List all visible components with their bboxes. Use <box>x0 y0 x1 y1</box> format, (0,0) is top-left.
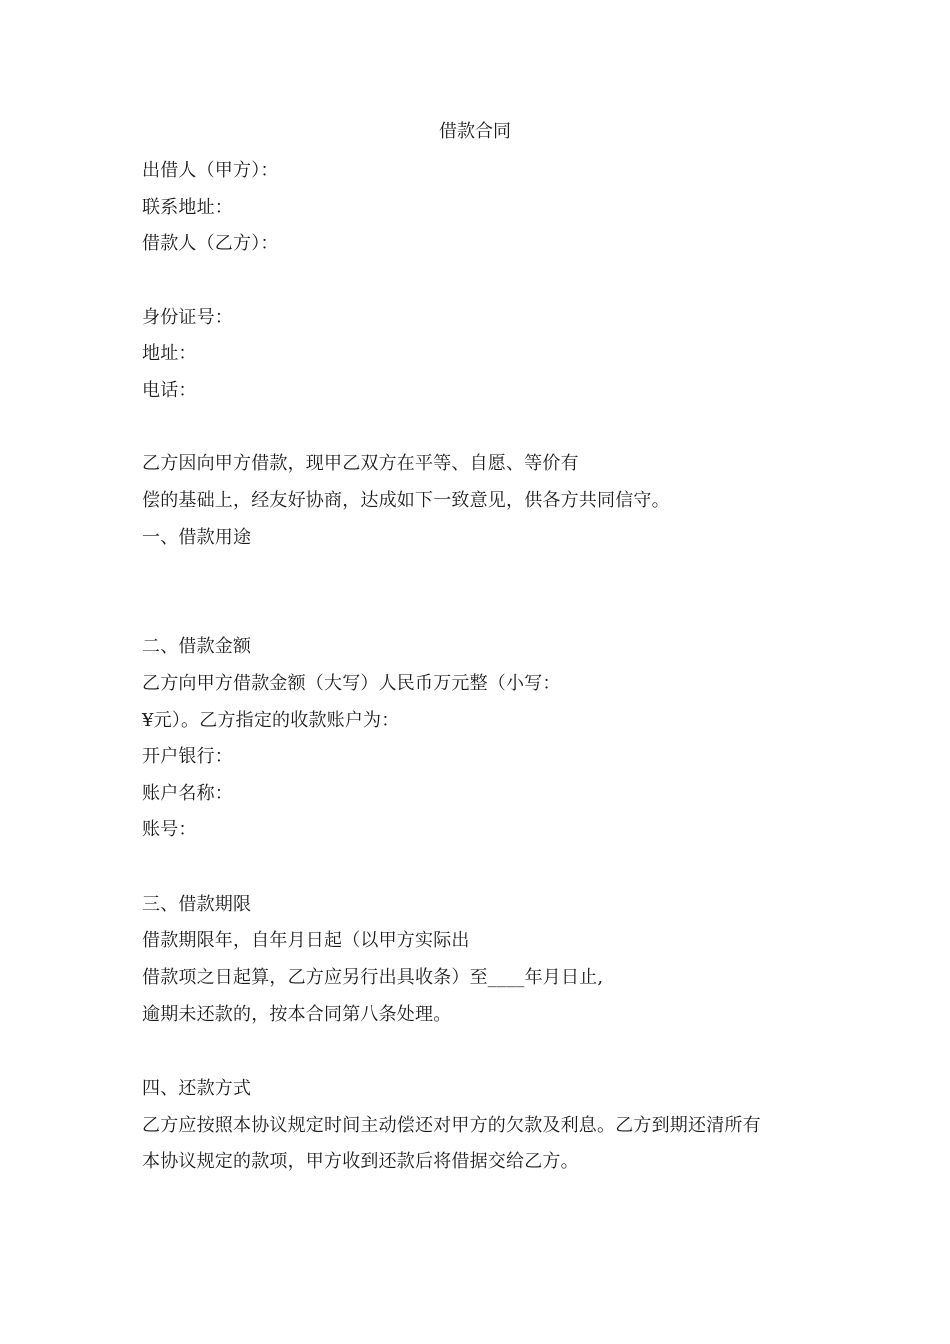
intro-line-1: 乙方因向甲方借款，现甲乙双方在平等、自愿、等价有 <box>142 453 579 474</box>
section-1-heading: 一、借款用途 <box>142 527 252 548</box>
section-2-line-1: 乙方向甲方借款金额（大写）人民币万元整（小写： <box>142 673 561 694</box>
bank-field: 开户银行： <box>142 746 233 767</box>
section-4-heading: 四、还款方式 <box>142 1078 252 1099</box>
section-4-line-2: 本协议规定的款项，甲方收到还款后将借据交给乙方。 <box>142 1151 579 1172</box>
intro-line-2: 偿的基础上，经友好协商，达成如下一致意见，供各方共同信守。 <box>142 490 670 511</box>
account-number-field: 账号： <box>142 819 197 840</box>
section-3-line-2: 借款项之日起算，乙方应另行出具收条）至____年月日止, <box>142 967 604 988</box>
lender-field: 出借人（甲方）： <box>142 160 279 181</box>
section-4-line-1: 乙方应按照本协议规定时间主动偿还对甲方的欠款及利息。乙方到期还清所有 <box>142 1115 761 1136</box>
contact-address-field: 联系地址： <box>142 197 233 218</box>
section-2-line-2: ¥元）。乙方指定的收款账户为： <box>142 710 400 731</box>
section-3-line-3: 逾期未还款的，按本合同第八条处理。 <box>142 1004 452 1025</box>
section-2-heading: 二、借款金额 <box>142 636 252 657</box>
id-number-field: 身份证号： <box>142 307 233 328</box>
section-3-line-1: 借款期限年，自年月日起（以甲方实际出 <box>142 930 470 951</box>
address-field: 地址： <box>142 343 197 364</box>
section-3-heading: 三、借款期限 <box>142 894 252 915</box>
document-title: 借款合同 <box>439 121 511 142</box>
account-name-field: 账户名称： <box>142 783 233 804</box>
phone-field: 电话： <box>142 380 197 401</box>
borrower-field: 借款人（乙方）： <box>142 233 279 254</box>
